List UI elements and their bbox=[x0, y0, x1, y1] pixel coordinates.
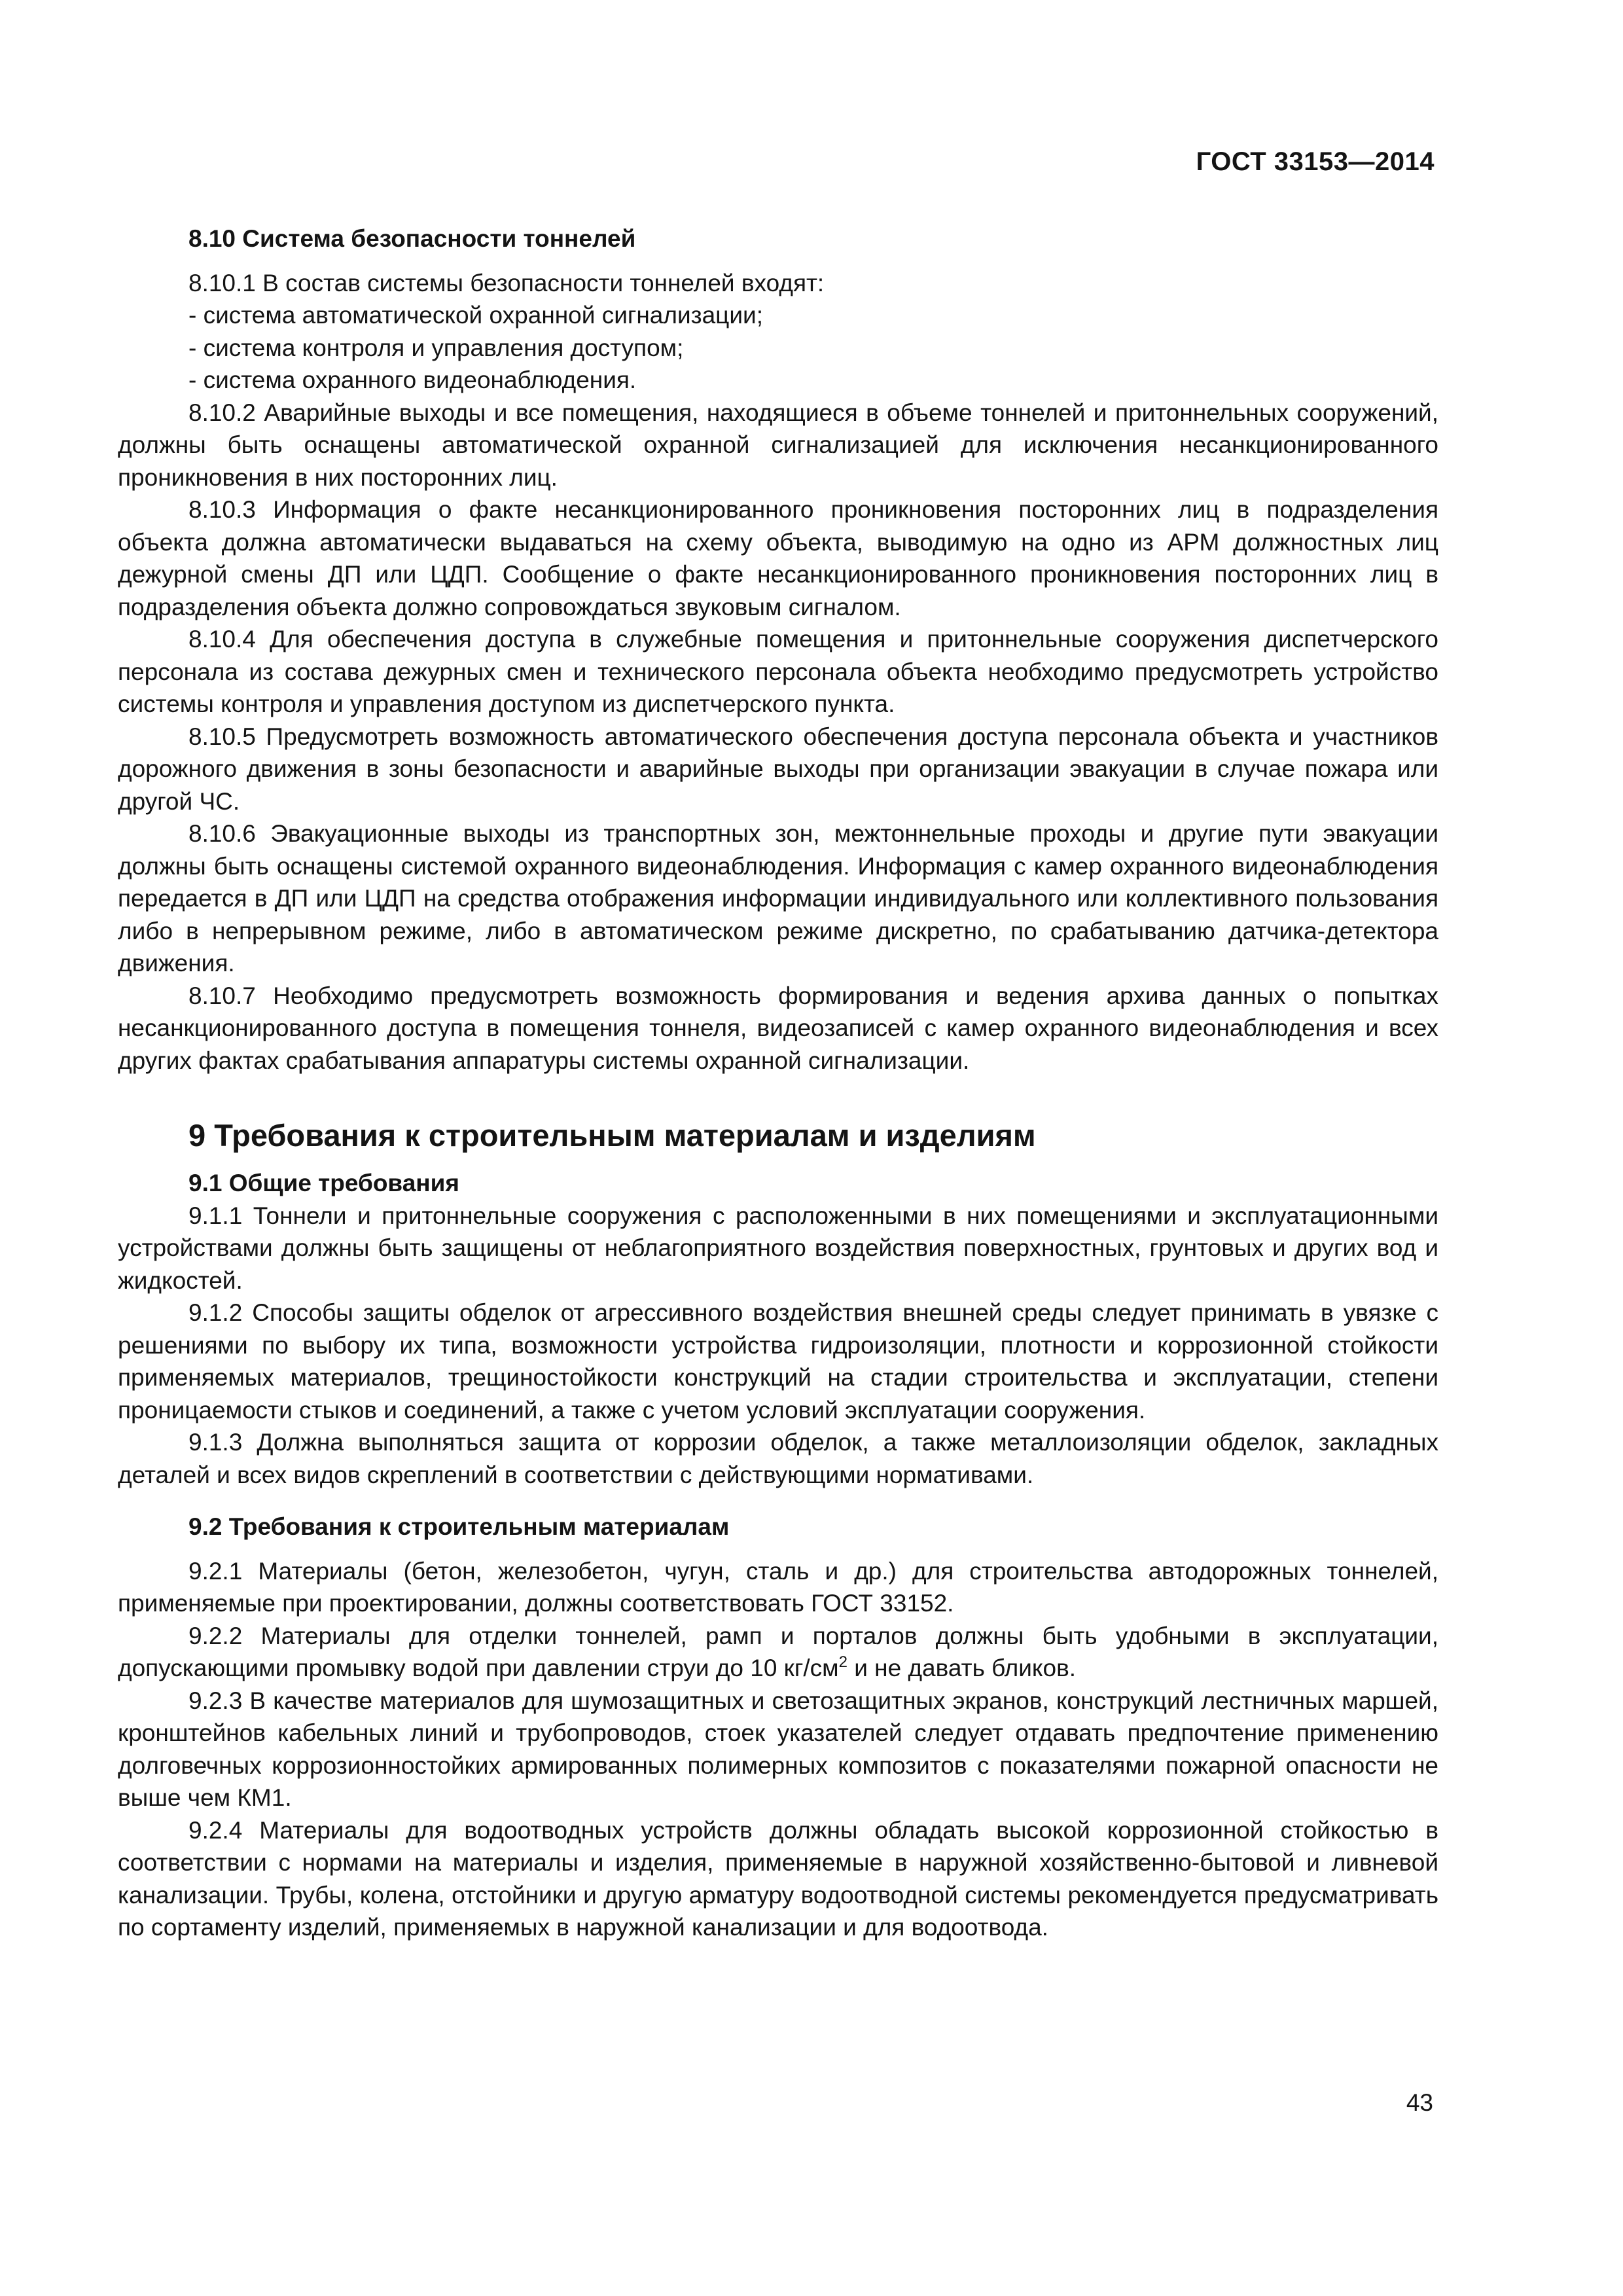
superscript-exponent: 2 bbox=[838, 1653, 847, 1671]
paragraph-8-10-3: 8.10.3 Информация о факте несанкционированного проникновения посторонних лиц в подразделения объекта должна автоматически выдаваться на схему объекта, выводимую на одно из АРМ должностных лиц дежурной смены ДП или ЦДП. Сообщение о факте несанкционированного проникновения посторонних лиц в подразделения объекта должно сопровождаться звуковым сигналом. bbox=[118, 496, 1438, 620]
paragraph-9-1-3: 9.1.3 Должна выполняться защита от коррозии обделок, а также металлоизоляции обделок, закладных деталей и всех видов скреплений в соответствии с действующими нормативами. bbox=[118, 1429, 1438, 1488]
paragraph-8-10-7: 8.10.7 Необходимо предусмотреть возможность формирования и ведения архива данных о попытках несанкционированного доступа в помещения тоннеля, видеозаписей с камер охранного видеонаблюдения и всех других фактах срабатывания аппаратуры системы охранной сигнализации. bbox=[118, 982, 1438, 1074]
section-9-2-heading: 9.2 Требования к строительным материалам bbox=[188, 1513, 730, 1540]
paragraph-8-10-2: 8.10.2 Аварийные выходы и все помещения, находящиеся в объеме тоннелей и притоннельных сооружений, должны быть оснащены автоматической охранной сигнализацией для исключения несанкционированного проникновения в них посторонних лиц. bbox=[118, 399, 1438, 491]
section-9-1-heading: 9.1 Общие требования bbox=[188, 1170, 459, 1196]
paragraph-9-2-2 bbox=[118, 1620, 1438, 1685]
paragraph-8-10-1: 8.10.1 В состав системы безопасности тоннелей входят: bbox=[188, 269, 825, 296]
spacer bbox=[118, 255, 1438, 267]
chapter-9-heading: 9 Требования к строительным материалам и изделиям bbox=[188, 1118, 1036, 1153]
list-item-access-control: - система контроля и управления доступом; bbox=[188, 334, 684, 361]
paragraph-9-2-3: 9.2.3 В качестве материалов для шумозащитных и светозащитных экранов, конструкций лестничных маршей, кронштейнов кабельных линий и трубопроводов, стоек указателей следует отдавать предпочтение применению долговечных коррозионностойких армированных полимерных композитов с показателями пожарной опасности не выше чем КМ1. bbox=[118, 1687, 1438, 1811]
paragraph-9-2-2-tail: и не давать бликов. bbox=[847, 1655, 1077, 1681]
list-item-video: - система охранного видеонаблюдения. bbox=[188, 367, 637, 393]
spacer bbox=[118, 1543, 1438, 1555]
spacer bbox=[118, 1155, 1438, 1167]
page-number: 43 bbox=[1406, 2089, 1433, 2116]
spacer bbox=[118, 1077, 1438, 1116]
paragraph-8-10-6: 8.10.6 Эвакуационные выходы из транспортных зон, межтоннельные проходы и другие пути эвакуации должны быть оснащены системой охранного видеонаблюдения. Информация с камер охранного видеонаблюдения передается в ДП или ЦДП на средства отображения информации индивидуального или коллективного пользования либо в непрерывном режиме, либо в автоматическом режиме дискретно, по срабатыванию датчика-детектора движения. bbox=[118, 820, 1438, 977]
paragraph-9-2-1: 9.2.1 Материалы (бетон, железобетон, чугун, сталь и др.) для строительства автодорожных тоннелей, применяемые при проектировании, должны соответствовать ГОСТ 33152. bbox=[118, 1557, 1438, 1617]
paragraph-9-1-2: 9.1.2 Способы защиты обделок от агрессивного воздействия внешней среды следует принимать в увязке с решениями по выбору их типа, возможности устройства гидроизоляции, плотности и коррозионной стойкости применяемых материалов, трещиностойкости конструкций на стадии строительства и эксплуатации, степени проницаемости стыков и соединений, а также с учетом условий эксплуатации сооружения. bbox=[118, 1299, 1438, 1424]
list-item-alarm: - система автоматической охранной сигнализации; bbox=[188, 302, 763, 329]
paragraph-8-10-5: 8.10.5 Предусмотреть возможность автоматического обеспечения доступа персонала объекта и участников дорожного движения в зоны безопасности и аварийные выходы при организации эвакуации в случае пожара или другой ЧС. bbox=[118, 723, 1438, 815]
document-code-header: ГОСТ 33153—2014 bbox=[1196, 147, 1435, 176]
spacer bbox=[118, 1491, 1438, 1511]
paragraph-9-1-1: 9.1.1 Тоннели и притоннельные сооружения с расположенными в них помещениями и эксплуатационными устройствами должны быть защищены от неблагоприятного воздействия поверхностных, грунтовых и других вод и жидкостей. bbox=[118, 1202, 1438, 1294]
page-body bbox=[118, 223, 1438, 1944]
section-8-10-heading: 8.10 Система безопасности тоннелей bbox=[188, 225, 636, 252]
paragraph-8-10-4: 8.10.4 Для обеспечения доступа в служебные помещения и притоннельные сооружения диспетчерского персонала из состава дежурных смен и технического персонала объекта необходимо предусмотреть устройство системы контроля и управления доступом из диспетчерского пункта. bbox=[118, 626, 1438, 717]
paragraph-9-2-2-main: 9.2.2 Материалы для отделки тоннелей, рамп и порталов должны быть удобными в эксплуатации, допускающими промывку водой при давлении струи до 10 кг/см bbox=[118, 1622, 1438, 1681]
paragraph-9-2-4: 9.2.4 Материалы для водоотводных устройств должны обладать высокой коррозионной стойкостью в соответствии с нормами на материалы и изделия, применяемые в наружной хозяйственно-бытовой и ливневой канализации. Трубы, колена, отстойники и другую арматуру водоотводной системы рекомендуется предусматривать по сортаменту изделий, применяемых в наружной канализации и для водоотвода. bbox=[118, 1816, 1438, 1941]
